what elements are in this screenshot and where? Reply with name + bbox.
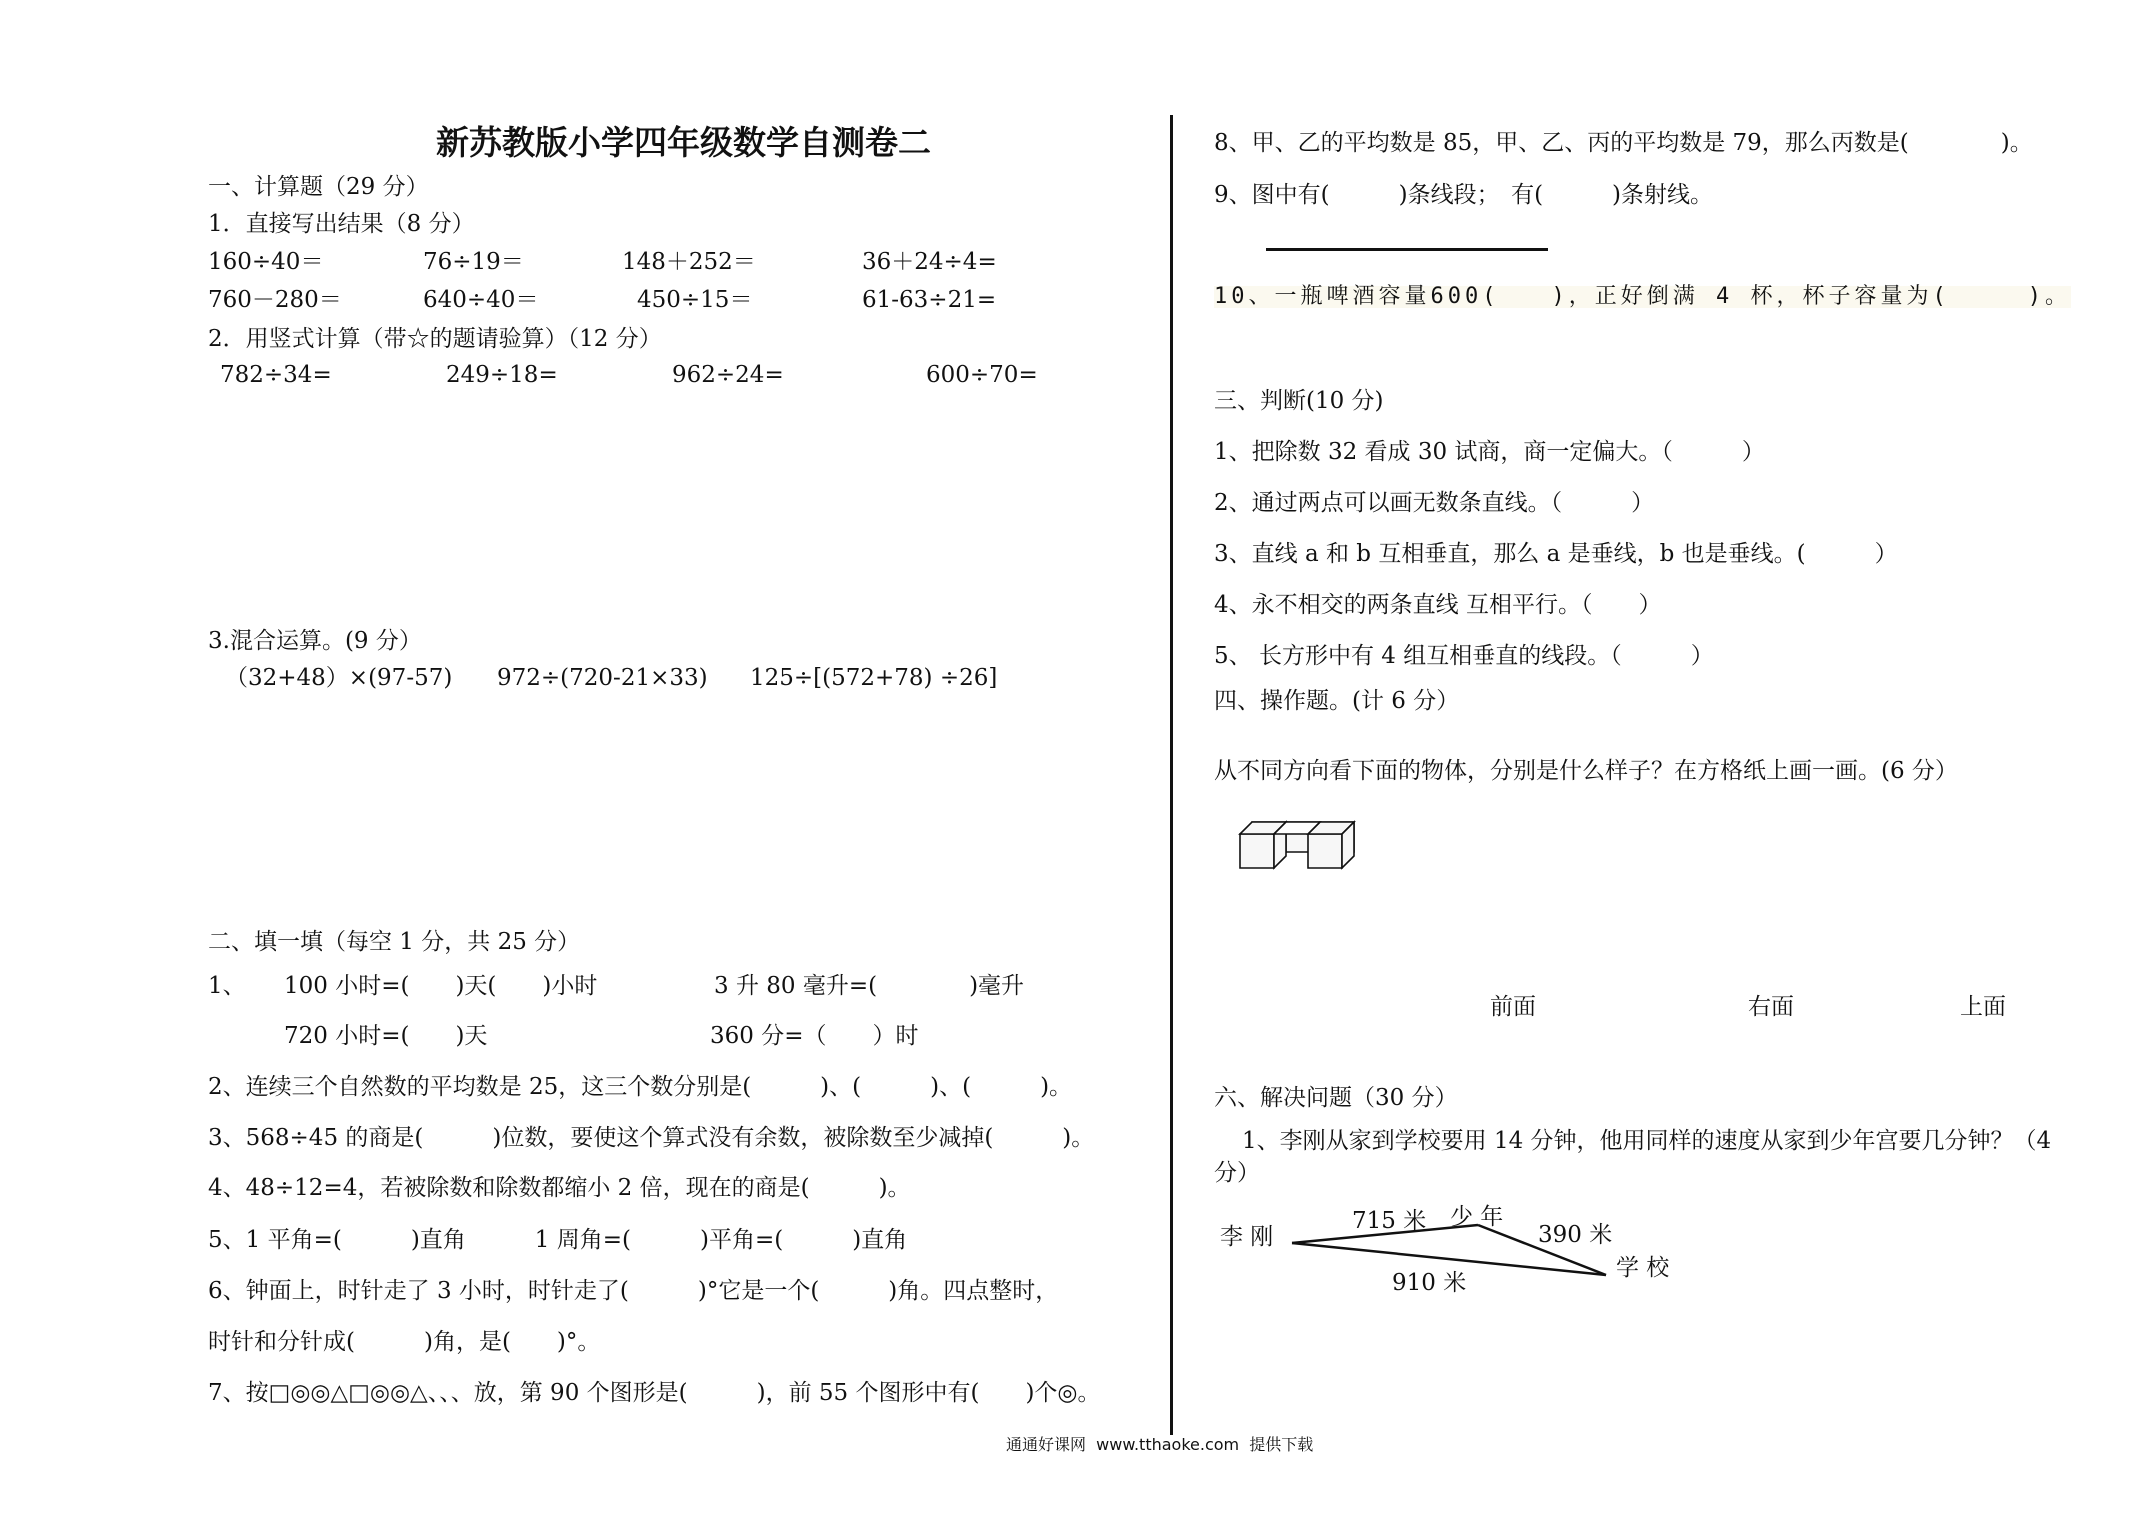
map-distance-1: 715 米 — [1352, 1208, 1427, 1234]
q1-item: 450÷15＝ — [637, 287, 753, 313]
fill-3: 3、568÷45 的商是( )位数，要使这个算式没有余数，被除数至少减掉( )。 — [208, 1125, 1095, 1151]
q3-header: 3.混合运算。(9 分） — [208, 628, 422, 654]
q2-item: 782÷34= — [220, 362, 332, 388]
operation-question: 从不同方向看下面的物体，分别是什么样子？在方格纸上画一画。(6 分） — [1214, 758, 1958, 784]
fill-6a: 6、钟面上，时针走了 3 小时，时针走了( )°它是一个( )角。四点整时， — [208, 1278, 1059, 1304]
fill-6b: 时针和分针成( )角，是( )°。 — [208, 1329, 601, 1355]
q1-header: 1．直接写出结果（8 分） — [208, 211, 475, 237]
q1-item: 760－280＝ — [208, 287, 342, 313]
fill-9: 9、图中有( )条线段； 有( )条射线。 — [1214, 182, 1714, 208]
map-school-label: 学 校 — [1616, 1255, 1670, 1281]
section-1-header: 一、计算题（29 分） — [208, 174, 429, 200]
q1-item: 640÷40＝ — [423, 287, 539, 313]
fill-1b: 3 升 80 毫升=( )毫升 — [714, 973, 1025, 999]
problem-1a: 1、李刚从家到学校要用 14 分钟，他用同样的速度从家到少年宫要几分钟？（4 — [1242, 1128, 2052, 1154]
page-title: 新苏教版小学四年级数学自测卷二 — [436, 123, 931, 162]
footer-credit: 通通好课网 www.tthaoke.com 提供下载 — [1006, 1435, 1314, 1454]
q2-item: 962÷24= — [672, 362, 784, 388]
q3-item: 125÷[(572+78) ÷26] — [750, 665, 998, 691]
map-palace-label: 少 年 — [1450, 1204, 1504, 1230]
fill-1a: 100 小时=( )天( )小时 — [284, 973, 598, 999]
judge-1: 1、把除数 32 看成 30 试商，商一定偏大。（ ） — [1214, 439, 1765, 465]
judge-3: 3、直线 a 和 b 互相垂直，那么 a 是垂线，b 也是垂线。( ） — [1214, 541, 1898, 567]
problem-1b: 分） — [1214, 1160, 1260, 1186]
judge-5: 5、 长方形中有 4 组互相垂直的线段。（ ） — [1214, 643, 1714, 669]
map-distance-3: 910 米 — [1392, 1270, 1467, 1296]
fill-10: 10、一瓶啤酒容量600( )，正好倒满 4 杯，杯子容量为( )。 — [1214, 284, 2071, 309]
view-top: 上面 — [1960, 994, 2006, 1020]
section-3-header: 三、判断(10 分) — [1214, 388, 1384, 414]
fill-8: 8、甲、乙的平均数是 85，甲、乙、丙的平均数是 79，那么丙数是( )。 — [1214, 130, 2033, 156]
section-6-header: 六、解决问题（30 分） — [1214, 1085, 1458, 1111]
map-distance-2: 390 米 — [1538, 1222, 1613, 1248]
section-2-header: 二、填一填（每空 1 分，共 25 分） — [208, 929, 581, 955]
fill-7: 7、按□◎◎△□◎◎△、、、放，第 90 个图形是( )，前 55 个图形中有( )个◎。 — [208, 1380, 1101, 1406]
section-4-header: 四、操作题。(计 6 分） — [1214, 688, 1460, 714]
judge-4: 4、永不相交的两条直线 互相平行。（ ） — [1214, 592, 1662, 618]
fill-1-number: 1、 — [208, 973, 246, 999]
fill-5: 5、1 平角=( )直角 1 周角=( )平角=( )直角 — [208, 1227, 908, 1253]
fill-1d: 360 分=（ ）时 — [710, 1023, 919, 1049]
q3-item: （32+48）×(97-57) — [225, 665, 453, 691]
q1-item: 36＋24÷4= — [862, 249, 997, 275]
q1-item: 160÷40＝ — [208, 249, 324, 275]
q1-item: 76÷19＝ — [423, 249, 524, 275]
q1-item: 61-63÷21= — [862, 287, 997, 313]
view-front: 前面 — [1490, 994, 1536, 1020]
fill-2: 2、连续三个自然数的平均数是 25，这三个数分别是( )、( )、( )。 — [208, 1074, 1073, 1100]
fill-4: 4、48÷12=4，若被除数和除数都缩小 2 倍，现在的商是( )。 — [208, 1175, 911, 1201]
q1-item: 148＋252＝ — [622, 249, 756, 275]
q2-item: 249÷18= — [446, 362, 558, 388]
q2-item: 600÷70= — [926, 362, 1038, 388]
fill-1c: 720 小时=( )天 — [284, 1023, 488, 1049]
map-home-label: 李 刚 — [1220, 1224, 1274, 1250]
judge-2: 2、通过两点可以画无数条直线。（ ） — [1214, 490, 1655, 516]
q2-header: 2．用竖式计算（带☆的题请验算）（12 分） — [208, 326, 662, 352]
view-right: 右面 — [1748, 994, 1794, 1020]
q3-item: 972÷(720-21×33) — [497, 665, 708, 691]
